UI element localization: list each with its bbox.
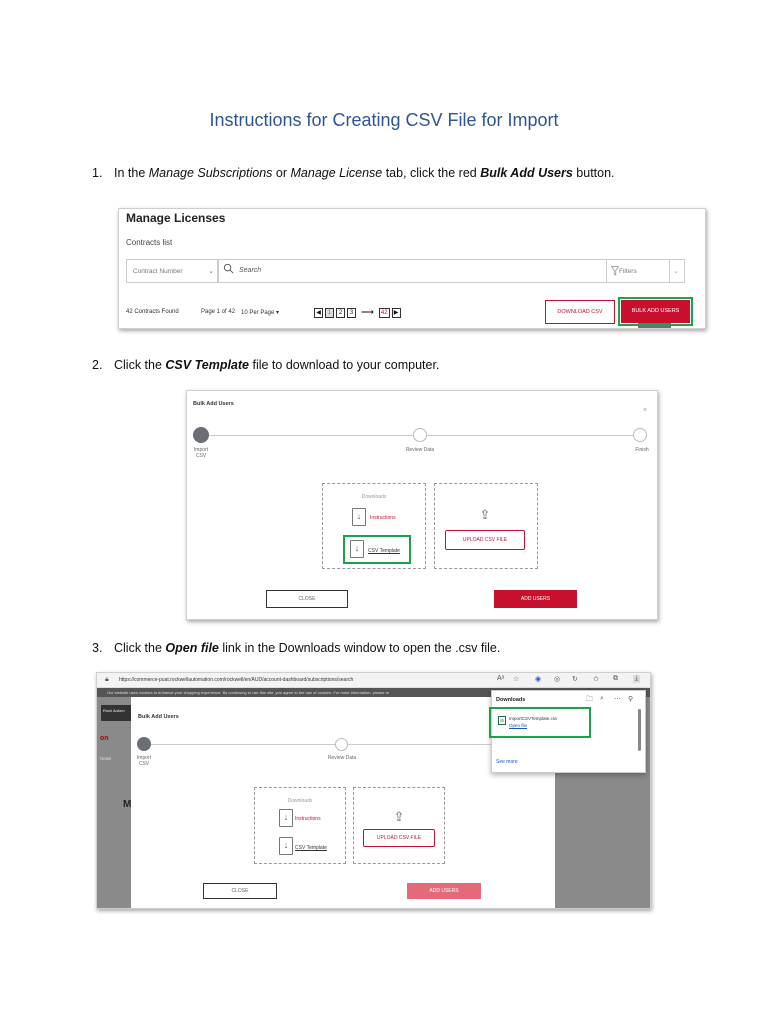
browser-address-bar[interactable] [97,673,651,688]
step-2 [92,358,439,372]
step-dot-review [413,428,427,442]
page-text-fragment: M [123,799,132,810]
csv-file-icon: ⊞ [498,716,506,725]
address-url: https://commerce-puat.rockwellautomation.com/rockwell/en/AUD/account-dashboard/subscriptions/search [119,677,354,683]
page-indicator: Page 1 of 42 [201,309,236,315]
step-text: button. [572,166,615,180]
read-aloud-icon[interactable]: Aᵃ [497,675,505,682]
screenshot-browser-downloads [96,672,651,909]
page-tab-fragment: TIONS [99,756,112,761]
csv-template-link[interactable]: CSV Template [295,845,327,851]
contract-select-label: Contract Number [133,268,183,275]
screenshot-bulk-add-modal [186,390,658,620]
more-icon[interactable]: ⋯ [614,696,621,703]
pagination [314,307,401,318]
scrollbar[interactable] [638,709,641,751]
add-users-button[interactable]: ADD USERS [407,883,481,899]
step-text: Click the [114,641,166,655]
file-download-icon [350,540,364,558]
step-number: 2. [92,358,103,372]
per-page-label: 10 Per Page [241,310,275,316]
chevron-down-icon: ⌄ [208,268,214,275]
chevron-down-icon: ▾ [276,310,280,316]
step-text-emph: Manage License [290,166,383,180]
step-text: file to download to your computer. [249,358,440,372]
star-icon[interactable]: ☆ [513,676,520,683]
downloads-panel-title: Downloads [496,697,526,703]
last-page-button[interactable]: 42 [380,309,388,316]
cookie-banner: Our website uses cookies to enhance your shopping experience. By continuing to use this site, you agree to the use of cookies. For more information, please re [97,688,651,697]
step-label-finish: Finish [635,447,649,453]
next-page-button[interactable]: ▶ [392,308,401,318]
csv-template-link[interactable]: CSV Template [368,548,400,554]
modal-title: Bulk Add Users [138,714,179,720]
contracts-found-count: 42 Contracts Found [126,309,179,315]
upload-icon: ⇪ [479,507,491,522]
upload-csv-button[interactable]: UPLOAD CSV FILE [445,530,525,550]
filter-icon [611,266,619,276]
upload-box [353,787,445,864]
upload-box [434,483,538,569]
step-label-import: Import CSV [193,447,209,459]
file-download-icon [279,837,293,855]
downloads-caption: Downloads [287,798,313,804]
pin-icon[interactable]: ⚲ [628,696,634,703]
step-1 [92,166,615,180]
page-button-2[interactable]: 2 [336,308,345,318]
search-icon[interactable]: ⌕ [600,695,604,702]
step-text: or [272,166,291,180]
step-dot-import [137,737,151,751]
refresh-icon[interactable]: ↻ [572,676,578,683]
step-dot-review [335,738,348,751]
per-page-select[interactable] [241,309,279,316]
step-text: link in the Downloads window to open the .csv file. [218,641,501,655]
search-placeholder: Search [239,267,262,274]
step-label-review: Review Data [405,447,435,453]
document-title: Instructions for Creating CSV File for Import [209,110,559,130]
step-text: tab, click the red [382,166,481,180]
instructions-link[interactable]: Instructions [370,515,396,521]
folder-icon[interactable]: 🗀︎ [586,696,593,703]
page-button-3[interactable]: 3 [347,308,356,318]
search-icon [223,263,234,274]
page-button-1[interactable]: 1 [325,308,334,318]
step-label-import: Import CSV [136,755,152,767]
brand-logo: Rock Autom [101,705,131,721]
step-text-strong: Open file [165,641,219,655]
file-download-icon [352,508,366,526]
modal-title: Bulk Add Users [193,401,234,407]
downloads-caption: Downloads [361,494,387,500]
lock-icon: 🔒︎ [105,676,109,683]
step-text-emph: Manage Subscriptions [148,166,273,180]
manage-licenses-heading: Manage Licenses [126,211,226,225]
upload-icon: ⇪ [393,809,405,824]
screenshot-manage-licenses [118,208,706,329]
download-csv-button[interactable]: DOWNLOAD CSV [545,300,615,324]
settings-icon[interactable]: ◎ [554,676,561,683]
highlight-box [489,707,591,738]
favorites-icon[interactable]: ✩ [593,676,599,683]
downloaded-file-name: ImportCSVTemplate.csv [509,716,558,721]
step-number: 1. [92,166,103,180]
see-more-link[interactable]: See more [496,759,518,765]
step-dot-finish [633,428,647,442]
step-number: 3. [92,641,103,655]
close-icon[interactable]: × [643,407,648,414]
page-heading-fragment: on [100,735,109,742]
instructions-link[interactable]: Instructions [295,816,321,822]
bulk-add-users-button[interactable]: BULK ADD USERS [621,300,690,323]
prev-page-button[interactable]: ◀ [314,308,323,318]
collections-icon[interactable]: ⧉ [613,675,618,682]
close-button[interactable]: CLOSE [203,883,277,899]
filters-select[interactable] [606,259,685,283]
contract-number-select[interactable] [126,259,218,283]
search-input[interactable] [218,259,670,283]
add-users-button[interactable]: ADD USERS [494,590,577,608]
extension-icon[interactable]: ◉ [535,676,542,683]
step-text-strong: CSV Template [165,358,249,372]
downloads-box [254,787,346,864]
chevron-down-icon: ⌄ [673,268,679,275]
contracts-list-label: Contracts list [126,238,173,247]
step-dot-import [193,427,209,443]
open-file-link[interactable]: Open file [509,723,528,728]
step-text: In the [114,166,149,180]
close-button[interactable]: CLOSE [266,590,348,608]
step-text-strong: Bulk Add Users [480,166,573,180]
arrow-right-icon: ⟶ [361,307,374,317]
step-text: Click the [114,358,166,372]
step-3 [92,641,500,655]
upload-csv-button[interactable]: UPLOAD CSV FILE [363,829,435,847]
file-download-icon [279,809,293,827]
step-label-review: Review Data [327,755,357,761]
filters-label: Filters [619,268,637,275]
download-icon[interactable]: ⤓ [635,675,639,682]
